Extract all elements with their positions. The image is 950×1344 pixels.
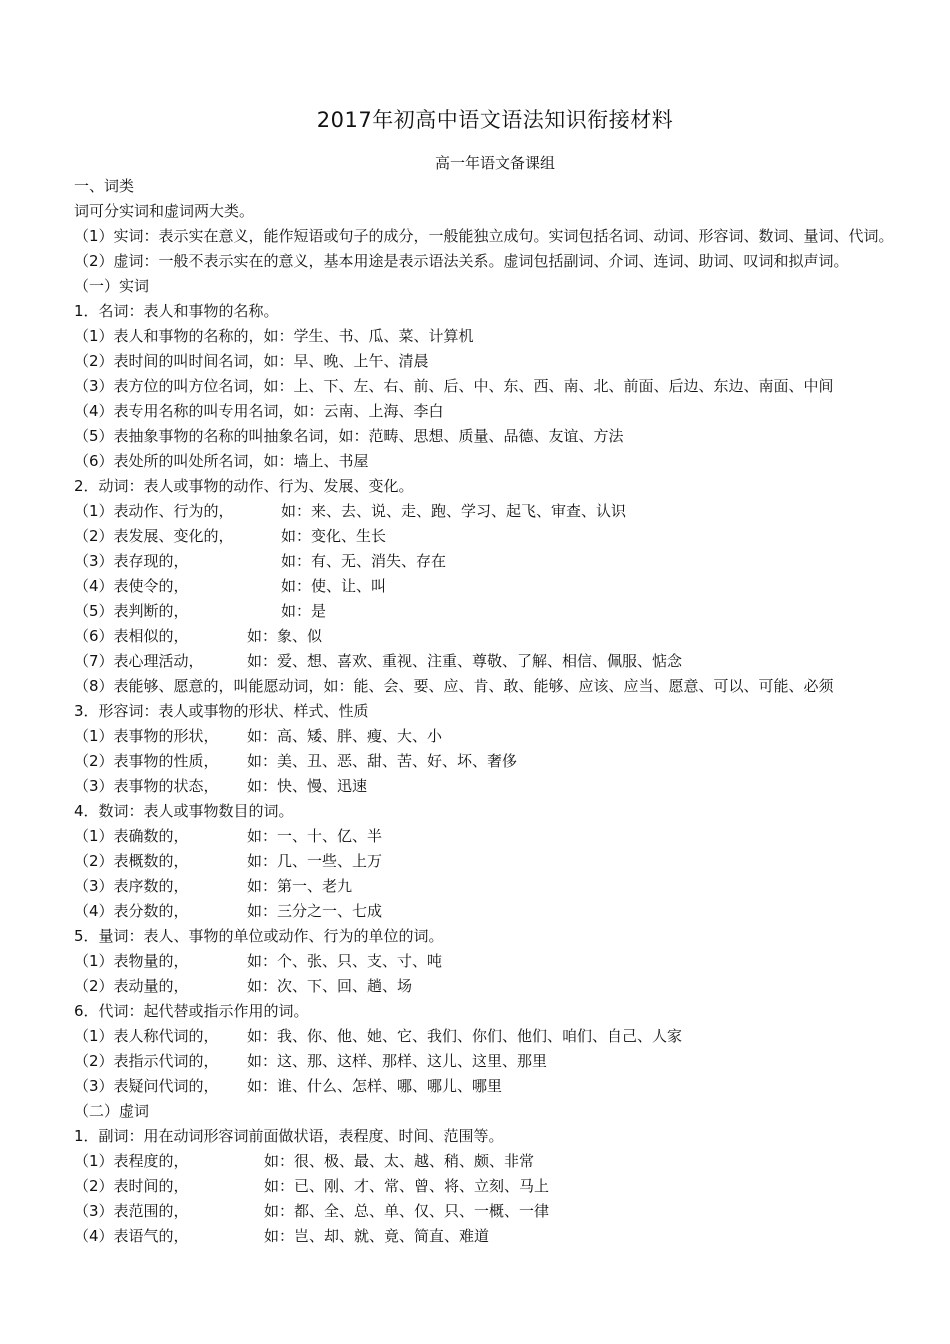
- list-item: [74, 849, 924, 874]
- item-label: （1）表人称代词的，: [74, 1027, 219, 1045]
- list-item: [74, 824, 924, 849]
- item-label: （5）表判断的，: [74, 602, 189, 620]
- list-item: [74, 1224, 924, 1249]
- list-item: [74, 499, 924, 524]
- list-item: （6）表处所的叫处所名词，如：墙上、书屋: [74, 452, 369, 470]
- item-examples: 如：快、慢、迅速: [247, 777, 368, 795]
- item-label: （1）表程度的，: [74, 1152, 189, 1170]
- item-label: （2）表概数的，: [74, 852, 189, 870]
- list-item: [74, 724, 924, 749]
- list-item: [74, 1074, 924, 1099]
- item-examples: 如：个、张、只、支、寸、吨: [247, 952, 443, 970]
- item-label: （4）表使令的，: [74, 577, 189, 595]
- item-examples: 如：一、十、亿、半: [247, 827, 383, 845]
- item-label: （3）表存现的，: [74, 552, 189, 570]
- list-item: [74, 1199, 924, 1224]
- item-label: （2）表发展、变化的，: [74, 527, 234, 545]
- item-label: （6）表相似的，: [74, 627, 189, 645]
- item-examples: 如：爱、想、喜欢、重视、注重、尊敬、了解、相信、佩服、惦念: [247, 652, 683, 670]
- list-item: [74, 899, 924, 924]
- item-label: （2）表时间的，: [74, 1177, 189, 1195]
- list-item: [74, 1049, 924, 1074]
- item-examples: 如：美、丑、恶、甜、苦、好、坏、奢侈: [247, 752, 518, 770]
- paragraph: 词可分实词和虚词两大类。: [74, 202, 255, 220]
- item-title: 6．代词：起代替或指示作用的词。: [74, 1002, 309, 1020]
- list-item: [74, 1024, 924, 1049]
- item-label: （2）表事物的性质，: [74, 752, 219, 770]
- item-examples: 如：变化、生长: [281, 527, 387, 545]
- item-label: （2）表动量的，: [74, 977, 189, 995]
- list-item: [74, 774, 924, 799]
- item-title: 4．数词：表人或事物数目的词。: [74, 802, 294, 820]
- item-label: （3）表事物的状态，: [74, 777, 219, 795]
- item-label: （3）表范围的，: [74, 1202, 189, 1220]
- list-item: [74, 599, 924, 624]
- item-examples: 如：高、矮、胖、瘦、大、小: [247, 727, 443, 745]
- item-examples: 如：象、似: [247, 627, 323, 645]
- list-item: [74, 974, 924, 999]
- list-item: [74, 1149, 924, 1174]
- list-item: （3）表方位的叫方位名词，如：上、下、左、右、前、后、中、东、西、南、北、前面、后边、东边、南面、中间: [74, 377, 834, 395]
- item-label: （1）表确数的，: [74, 827, 189, 845]
- page-subtitle: 高一年语文备课组: [434, 154, 555, 172]
- list-item: [74, 749, 924, 774]
- list-item: [74, 549, 924, 574]
- item-label: （1）表动作、行为的，: [74, 502, 234, 520]
- item-label: （1）表物量的，: [74, 952, 189, 970]
- item-examples: 如：第一、老九: [247, 877, 353, 895]
- list-item: [74, 624, 924, 649]
- item-examples: 如：是: [281, 602, 327, 620]
- page-title: 2017年初高中语文语法知识衔接材料: [316, 108, 674, 132]
- list-item: （4）表专用名称的叫专用名词，如：云南、上海、李白: [74, 402, 444, 420]
- subsection-heading: （一）实词: [74, 277, 150, 295]
- item-examples: 如：都、全、总、单、仅、只、一概、一律: [264, 1202, 550, 1220]
- item-examples: 如：使、让、叫: [281, 577, 387, 595]
- item-label: （1）表事物的形状，: [74, 727, 219, 745]
- item-label: （7）表心理活动，: [74, 652, 204, 670]
- item-examples: 如：有、无、消失、存在: [281, 552, 447, 570]
- document-body: [74, 174, 924, 1249]
- item-title: 2．动词：表人或事物的动作、行为、发展、变化。: [74, 477, 414, 495]
- item-examples: 如：很、极、最、太、越、稍、颇、非常: [264, 1152, 535, 1170]
- list-item: [74, 649, 924, 674]
- item-label: （4）表分数的，: [74, 902, 189, 920]
- list-item: [74, 1174, 924, 1199]
- item-examples: 如：这、那、这样、那样、这儿、这里、那里: [247, 1052, 548, 1070]
- item-examples: 如：次、下、回、趟、场: [247, 977, 413, 995]
- item-examples: 如：几、一些、上万: [247, 852, 383, 870]
- item-label: （4）表语气的，: [74, 1227, 189, 1245]
- list-item: [74, 574, 924, 599]
- item-label: （2）表指示代词的，: [74, 1052, 219, 1070]
- item-title: 5．量词：表人、事物的单位或动作、行为的单位的词。: [74, 927, 444, 945]
- list-item: [74, 949, 924, 974]
- item-examples: 如：三分之一、七成: [247, 902, 383, 920]
- item-title: 1．名词：表人和事物的名称。: [74, 302, 279, 320]
- list-item: （8）表能够、愿意的，叫能愿动词，如：能、会、要、应、肯、敢、能够、应该、应当、愿意、可以、可能、必须: [74, 677, 834, 695]
- section-heading: 一、词类: [74, 177, 135, 195]
- item-label: （3）表序数的，: [74, 877, 189, 895]
- list-item: [74, 874, 924, 899]
- paragraph: （2）虚词：一般不表示实在的意义，基本用途是表示语法关系。虚词包括副词、介词、连词、助词、叹词和拟声词。: [74, 252, 849, 270]
- item-examples: 如：我、你、他、她、它、我们、你们、他们、咱们、自己、人家: [247, 1027, 683, 1045]
- item-label: （3）表疑问代词的，: [74, 1077, 219, 1095]
- paragraph: （1）实词：表示实在意义，能作短语或句子的成分，一般能独立成句。实词包括名词、动词、形容词、数词、量词、代词。: [74, 227, 894, 245]
- list-item: （5）表抽象事物的名称的叫抽象名词，如：范畴、思想、质量、品德、友谊、方法: [74, 427, 624, 445]
- item-title: 3．形容词：表人或事物的形状、样式、性质: [74, 702, 369, 720]
- item-title: 1．副词：用在动词形容词前面做状语，表程度、时间、范围等。: [74, 1127, 504, 1145]
- list-item: （1）表人和事物的名称的，如：学生、书、瓜、菜、计算机: [74, 327, 474, 345]
- item-examples: 如：已、刚、才、常、曾、将、立刻、马上: [264, 1177, 550, 1195]
- item-examples: 如：岂、却、就、竟、简直、难道: [264, 1227, 490, 1245]
- item-examples: 如：来、去、说、走、跑、学习、起飞、审查、认识: [281, 502, 627, 520]
- subsection-heading: （二）虚词: [74, 1102, 150, 1120]
- list-item: （2）表时间的叫时间名词，如：早、晚、上午、清晨: [74, 352, 429, 370]
- item-examples: 如：谁、什么、怎样、哪、哪儿、哪里: [247, 1077, 503, 1095]
- list-item: [74, 524, 924, 549]
